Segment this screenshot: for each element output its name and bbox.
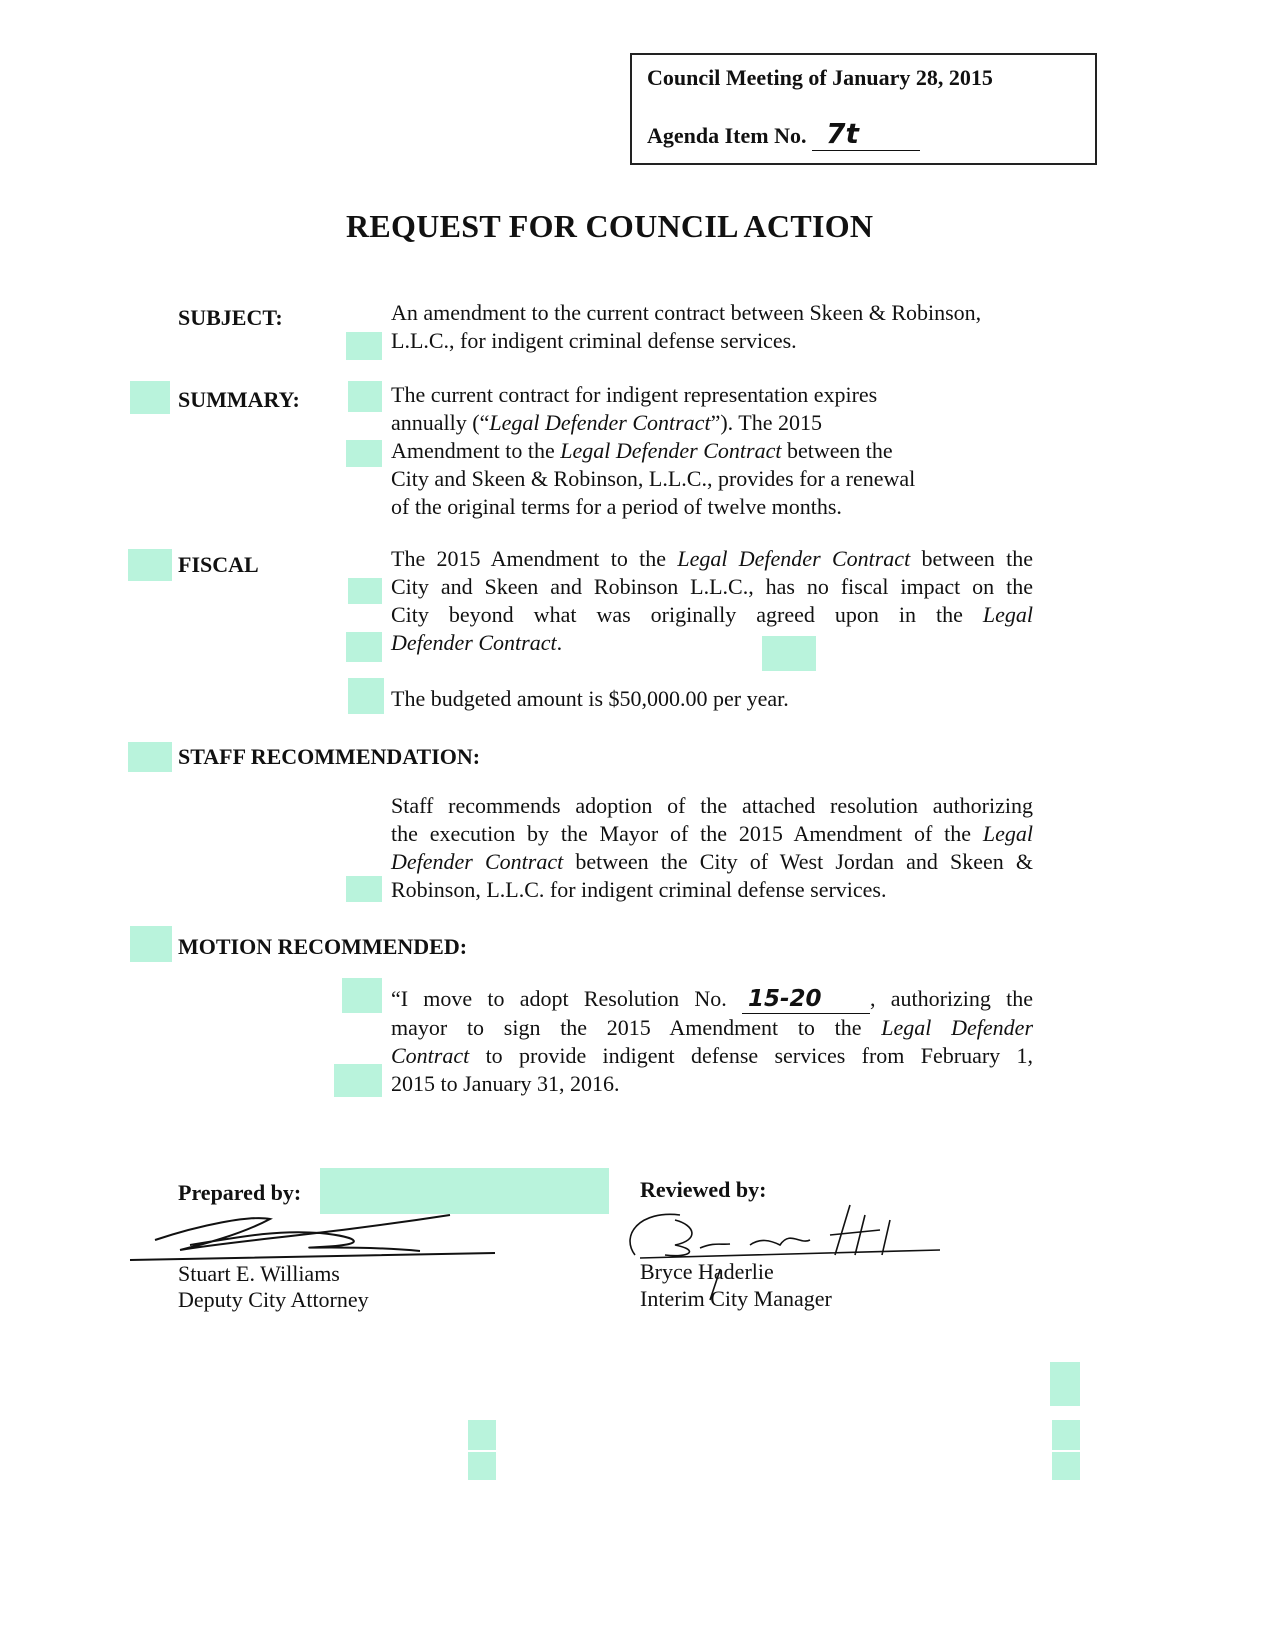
highlight-mark	[334, 1064, 382, 1097]
highlight-mark	[346, 332, 382, 360]
highlight-mark	[128, 549, 172, 581]
text-line	[391, 985, 1033, 1014]
subject-label: SUBJECT:	[178, 305, 283, 330]
meeting-info-box	[630, 53, 1097, 165]
text-segment: City and Skeen & Robinson, L.L.C., provides for a renewal	[391, 466, 916, 491]
highlight-mark	[130, 381, 170, 414]
text-segment: City and Skeen and Robinson L.L.C., has no fiscal impact on the	[391, 574, 1033, 599]
text-segment: Staff recommends adoption of the attached resolution authorizing	[391, 793, 1033, 818]
text-segment: Defender Contract	[391, 630, 557, 655]
highlight-mark	[346, 876, 382, 902]
subject-text	[391, 299, 1033, 355]
text-segment: Contract	[391, 1043, 470, 1068]
text-segment: Defender Contract	[391, 849, 564, 874]
text-line	[391, 848, 1033, 876]
text-line	[391, 545, 1033, 573]
highlight-mark	[468, 1420, 496, 1450]
text-line	[391, 629, 1033, 657]
highlight-mark	[342, 978, 382, 1013]
text-line	[391, 820, 1033, 848]
staff-recommendation-text	[391, 792, 1033, 904]
text-segment: Legal Defender Contract	[560, 438, 782, 463]
text-segment: Amendment to the	[391, 438, 561, 463]
highlight-mark	[1050, 1362, 1080, 1406]
text-segment: An amendment to the current contract between Skeen & Robinson,	[391, 300, 982, 325]
text-segment: annually (“	[391, 410, 490, 435]
text-segment: Agenda Item No.	[647, 123, 807, 148]
highlight-mark	[348, 578, 382, 604]
text-segment: Robinson, L.L.C. for indigent criminal defense services.	[391, 877, 887, 902]
agenda-item	[647, 117, 920, 151]
budget-text: The budgeted amount is $50,000.00 per year.	[391, 686, 789, 711]
preparer-block	[178, 1261, 369, 1313]
reviewer-block	[640, 1258, 832, 1312]
text-segment: Legal Defender Contract	[489, 410, 711, 435]
text-line	[391, 409, 991, 437]
highlight-mark	[346, 632, 382, 662]
reviewer-name: Bryce Haderlie	[640, 1259, 774, 1284]
highlight-mark	[1052, 1420, 1080, 1450]
page-title: REQUEST FOR COUNCIL ACTION	[346, 208, 874, 244]
motion-label: MOTION RECOMMENDED:	[178, 934, 468, 959]
text-line	[391, 437, 991, 465]
highlight-mark	[1052, 1452, 1080, 1480]
fiscal-text	[391, 545, 1033, 657]
preparer-role: Deputy City Attorney	[178, 1287, 369, 1312]
text-segment: Legal	[982, 821, 1033, 846]
text-line	[391, 1042, 1033, 1070]
text-segment: Legal Defender	[881, 1015, 1034, 1040]
text-segment: 2015 to January 31, 2016.	[391, 1071, 620, 1096]
highlight-mark	[128, 742, 172, 772]
reviewed-by-label: Reviewed by:	[640, 1177, 767, 1202]
text-segment: between the	[910, 546, 1034, 571]
highlight-mark	[346, 440, 382, 467]
agenda-item-number: 7t	[826, 117, 859, 150]
text-line	[391, 1014, 1033, 1042]
reviewer-role: Interim City Manager	[640, 1286, 832, 1311]
fiscal-label: FISCAL	[178, 552, 259, 577]
highlight-mark	[348, 678, 384, 714]
motion-text	[391, 985, 1033, 1098]
text-segment: mayor to sign the 2015 Amendment to the	[391, 1015, 882, 1040]
text-segment: Legal	[982, 602, 1033, 627]
text-segment: The current contract for indigent representation expires	[391, 382, 878, 407]
prepared-by-label: Prepared by:	[178, 1180, 302, 1205]
meeting-date: Council Meeting of January 28, 2015	[647, 65, 993, 90]
summary-label: SUMMARY:	[178, 387, 300, 412]
text-segment: the execution by the Mayor of the 2015 Amendment of the	[391, 821, 983, 846]
text-segment: between the	[781, 438, 893, 463]
text-segment: ”). The 2015	[710, 410, 822, 435]
highlight-mark	[130, 926, 172, 962]
text-segment: “I move to adopt Resolution No.	[391, 986, 727, 1011]
text-segment: .	[556, 630, 563, 655]
resolution-number: 15-20	[747, 986, 822, 1012]
text-segment: between the City of West Jordan and Skeen &	[563, 849, 1033, 874]
preparer-name: Stuart E. Williams	[178, 1261, 340, 1286]
text-segment: to provide indigent defense services from February 1,	[469, 1043, 1033, 1068]
highlight-mark	[468, 1452, 496, 1480]
summary-text	[391, 381, 991, 521]
text-line	[391, 601, 1033, 629]
staff-recommendation-label: STAFF RECOMMENDATION:	[178, 744, 481, 769]
signature-williams	[120, 1205, 510, 1265]
text-segment: L.L.C., for indigent criminal defense services.	[391, 328, 797, 353]
text-segment: of the original terms for a period of twelve months.	[391, 494, 842, 519]
highlight-mark	[348, 381, 382, 412]
text-segment: , authorizing the	[869, 986, 1033, 1011]
text-segment: Legal Defender Contract	[677, 546, 911, 571]
text-segment: City beyond what was originally agreed upon in the	[391, 602, 983, 627]
text-segment: The 2015 Amendment to the	[391, 546, 678, 571]
